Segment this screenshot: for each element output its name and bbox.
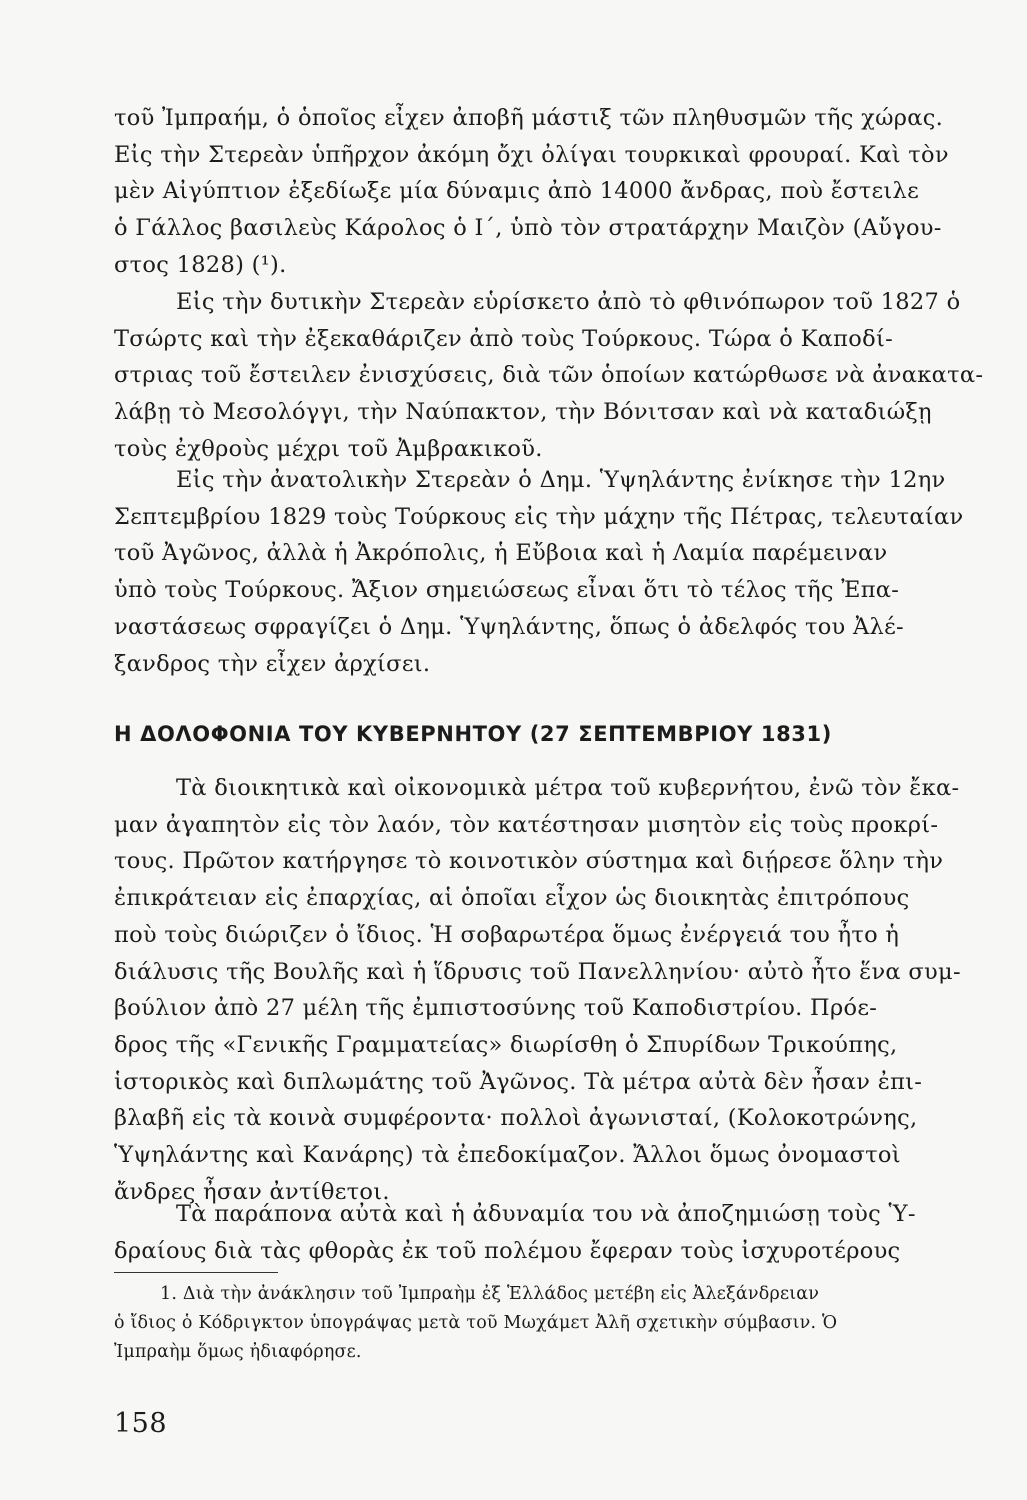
text-line: ἐπικράτειαν εἰς ἐπαρχίας, αἱ ὁποῖαι εἶχον ὡς διοικητὰς ἐπιτρόπους bbox=[114, 885, 910, 912]
text-line: στριας τοῦ ἔστειλεν ἐνισχύσεις, διὰ τῶν ὁποίων κατώρθωσε νὰ ἀνακατα- bbox=[114, 362, 984, 389]
text-line: διάλυσις τῆς Βουλῆς καὶ ἡ ἵδρυσις τοῦ Πανελληνίου· αὐτὸ ἦτο ἕνα συμ- bbox=[114, 958, 961, 985]
text-line: λάβῃ τὸ Μεσολόγγι, τὴν Ναύπακτον, τὴν Βόνιτσαν καὶ νὰ καταδιώξῃ bbox=[114, 399, 932, 426]
text-line: Εἰς τὴν Στερεὰν ὑπῆρχον ἀκόμη ὄχι ὀλίγαι τουρκικαὶ φρουραί. Καὶ τὸν bbox=[114, 141, 949, 168]
page-number: 158 bbox=[114, 1408, 168, 1439]
footnote-line: Ἰμπραὴμ ὅμως ἠδιαφόρησε. bbox=[114, 1342, 362, 1362]
text-line: βούλιον ἀπὸ 27 μέλη τῆς ἐμπιστοσύνης τοῦ Καποδιστρίου. Πρόε- bbox=[114, 995, 878, 1022]
text-line: Ὑψηλάντης καὶ Κανάρης) τὰ ἐπεδοκίμαζον. Ἄλλοι ὅμως ὀνομαστοὶ bbox=[114, 1142, 901, 1169]
text-line: Τὰ διοικητικὰ καὶ οἰκονομικὰ μέτρα τοῦ κυβερνήτου, ἐνῶ τὸν ἔκα- bbox=[176, 775, 960, 801]
text-line: Σεπτεμβρίου 1829 τοὺς Τούρκους εἰς τὴν μάχην τῆς Πέτρας, τελευταίαν bbox=[114, 503, 964, 530]
paragraph-1 bbox=[114, 100, 962, 284]
footnote-divider bbox=[114, 1272, 278, 1273]
text-line: τοὺς ἐχθροὺς μέχρι τοῦ Ἀμβρακικοῦ. bbox=[114, 435, 543, 462]
text-line: Τσώρτς καὶ τὴν ἐξεκαθάριζεν ἀπὸ τοὺς Τούρκους. Τώρα ὁ Καποδί- bbox=[114, 325, 893, 352]
text-line: στος 1828) (¹). bbox=[114, 251, 287, 278]
paragraph-3 bbox=[114, 462, 962, 682]
text-line: τους. Πρῶτον κατήργησε τὸ κοινοτικὸν σύστημα καὶ διῄρεσε ὅλην τὴν bbox=[114, 848, 944, 875]
text-line: ὑπὸ τοὺς Τούρκους. Ἄξιον σημειώσεως εἶναι ὅτι τὸ τέλος τῆς Ἐπα- bbox=[114, 577, 900, 604]
text-line: ποὺ τοὺς διώριζεν ὁ ἴδιος. Ἡ σοβαρωτέρα ὅμως ἐνέργειά του ἦτο ἡ bbox=[114, 921, 900, 948]
text-line: ὁ Γάλλος βασιλεὺς Κάρολος ὁ Ι΄, ὑπὸ τὸν στρατάρχην Μαιζὸν (Αὔγου- bbox=[114, 215, 942, 242]
text-line: δραίους διὰ τὰς φθορὰς ἐκ τοῦ πολέμου ἔφεραν τοὺς ἰσχυροτέρους bbox=[114, 1237, 901, 1264]
text-line: ξανδρος τὴν εἶχεν ἀρχίσει. bbox=[114, 650, 431, 677]
paragraph-5 bbox=[114, 1196, 962, 1269]
text-line: τοῦ Ἀγῶνος, ἀλλὰ ἡ Ἀκρόπολις, ἡ Εὔβοια καὶ ἡ Λαμία παρέμειναν bbox=[114, 540, 888, 567]
text-line: μαν ἀγαπητὸν εἰς τὸν λαόν, τὸν κατέστησαν μισητὸν εἰς τοὺς προκρί- bbox=[114, 811, 939, 838]
footnote-line: 1. Διὰ τὴν ἀνάκλησιν τοῦ Ἰμπραὴμ ἐξ Ἑλλάδος μετέβη εἰς Ἀλεξάνδρειαν bbox=[160, 1284, 820, 1304]
text-line: τοῦ Ἰμπραήμ, ὁ ὁποῖος εἶχεν ἀποβῆ μάστιξ τῶν πληθυσμῶν τῆς χώρας. bbox=[114, 105, 944, 131]
text-line: δρος τῆς «Γενικῆς Γραμματείας» διωρίσθη ὁ Σπυρίδων Τρικούπης, bbox=[114, 1031, 898, 1058]
text-line: Εἰς τὴν ἀνατολικὴν Στερεὰν ὁ Δημ. Ὑψηλάντης ἐνίκησε τὴν 12ην bbox=[176, 467, 946, 493]
paragraph-2 bbox=[114, 284, 984, 468]
text-line: ἄνδρες ἦσαν ἀντίθετοι. bbox=[114, 1178, 390, 1205]
section-heading: Η ΔΟΛΟΦΟΝΙΑ ΤΟΥ ΚΥΒΕΡΝΗΤΟΥ (27 ΣΕΠΤΕΜΒΡΙΟΥ 1831) bbox=[114, 722, 832, 746]
paragraph-4 bbox=[114, 770, 962, 1210]
footnote-line: ὁ ἴδιος ὁ Κόδριγκτον ὑπογράψας μετὰ τοῦ Μωχάμετ Ἀλῆ σχετικὴν σύμβασιν. Ὁ bbox=[114, 1313, 838, 1333]
text-line: Εἰς τὴν δυτικὴν Στερεὰν εὑρίσκετο ἀπὸ τὸ φθινόπωρον τοῦ 1827 ὁ bbox=[176, 289, 961, 315]
text-line: ναστάσεως σφραγίζει ὁ Δημ. Ὑψηλάντης, ὅπως ὁ ἀδελφός του Ἀλέ- bbox=[114, 613, 904, 640]
text-line: ἱστορικὸς καὶ διπλωμάτης τοῦ Ἀγῶνος. Τὰ μέτρα αὐτὰ δὲν ἦσαν ἐπι- bbox=[114, 1068, 923, 1095]
text-line: μὲν Αἰγύπτιον ἐξεδίωξε μία δύναμις ἀπὸ 14000 ἄνδρας, ποὺ ἔστειλε bbox=[114, 178, 920, 205]
text-line: Τὰ παράπονα αὐτὰ καὶ ἡ ἀδυναμία του νὰ ἀποζημιώσῃ τοὺς Ὑ- bbox=[176, 1201, 916, 1227]
footnote bbox=[114, 1280, 964, 1367]
text-line: βλαβῆ εἰς τὰ κοινὰ συμφέροντα· πολλοὶ ἀγωνισταί, (Κολοκοτρώνης, bbox=[114, 1105, 918, 1132]
